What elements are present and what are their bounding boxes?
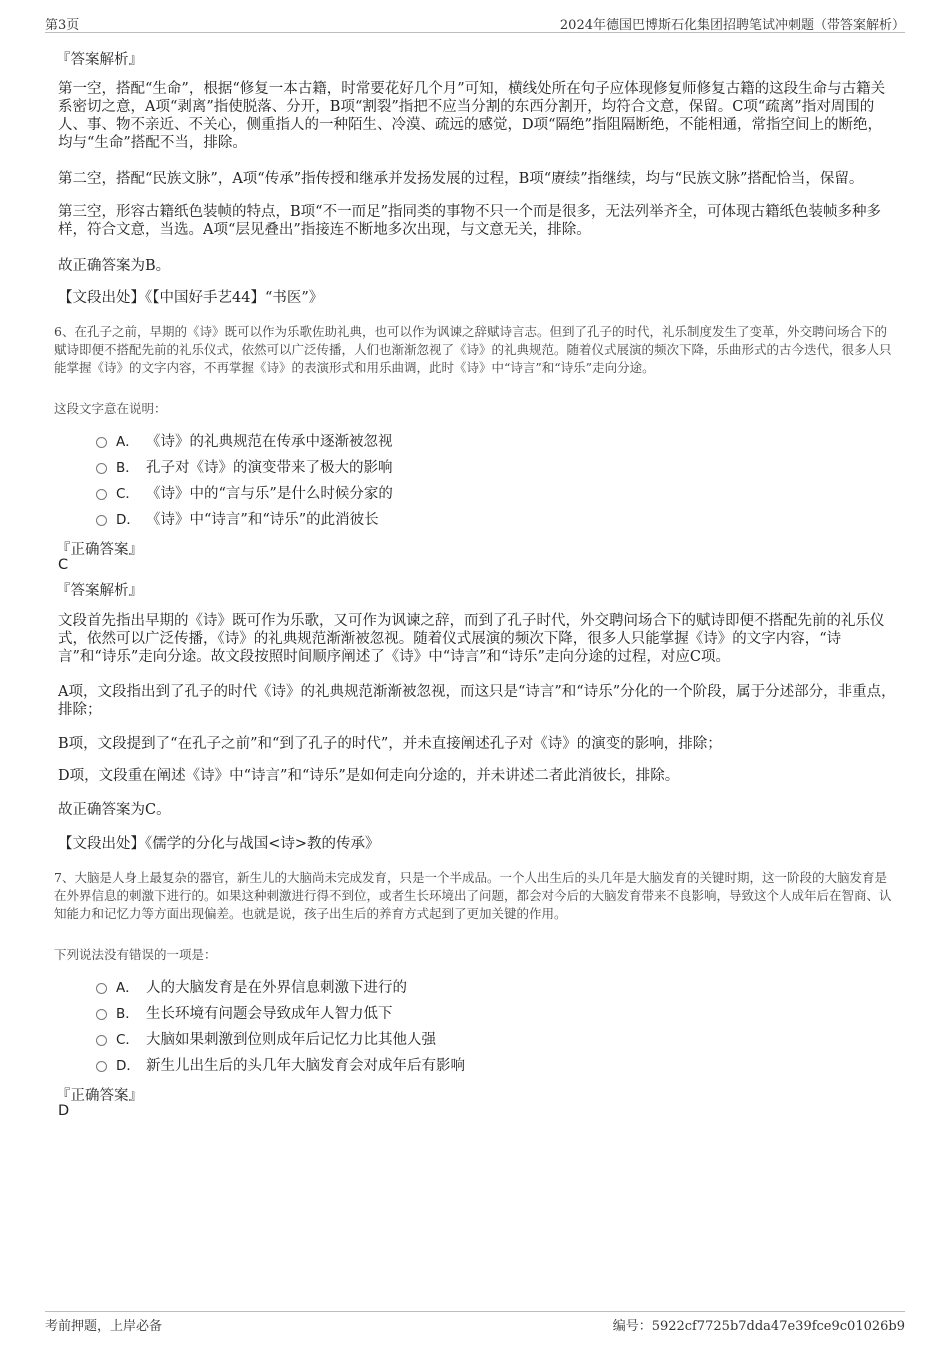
option-text: 新生儿出生后的头几年大脑发育会对成年后有影响 xyxy=(146,1058,465,1074)
q7-stem: 7、大脑是人身上最复杂的器官，新生儿的大脑尚未完成发育，只是一个半成品。一个人出生后的头几年是大脑发育的关键时期，这一阶段的大脑发育是在外界信息的刺激下进行的。如果这种刺激进行得不到位，或者生长环境出了问题，都会对今后的大脑发育带来不良影响，导致这个人成年后在智商、认知能力和记忆力等方面出现偏差。也就是说，孩子出生后的养育方式起到了更加关键的作用。 xyxy=(54,870,892,921)
q7-answer-label: 『正确答案』 xyxy=(56,1088,143,1104)
option-text: 人的大脑发育是在外界信息刺激下进行的 xyxy=(146,980,407,996)
footer-slogan: 考前押题，上岸必备 xyxy=(45,1319,163,1334)
radio-icon[interactable] xyxy=(96,1035,107,1046)
q6-source: 【文段出处】《儒学的分化与战国<诗>教的传承》 xyxy=(58,836,380,852)
radio-icon[interactable] xyxy=(96,515,107,526)
option-text: 孔子对《诗》的演变带来了极大的影响 xyxy=(146,460,393,476)
option-letter: B． xyxy=(116,460,139,476)
option-text: 《诗》中“诗言”和“诗乐”的此消彼长 xyxy=(146,512,379,528)
q6-analysis-para1: 文段首先指出早期的《诗》既可作为乐歌，又可作为讽谏之辞，而到了孔子时代，外交聘问场合下的赋诗即便不搭配先前的礼乐仪式，依然可以广泛传播，《诗》的礼典规范渐渐被忽视。随着仪式展演的频次下降，很多人只能掌握《诗》的文字内容，“诗言”和“诗乐”走向分途。故文段按照时间顺序阐述了《诗》中“诗言”和“诗乐”走向分途的过程，对应C项。 xyxy=(58,613,885,665)
option-letter: C． xyxy=(116,1032,139,1048)
q6-analysis-para4: D项，文段重在阐述《诗》中“诗言”和“诗乐”是如何走向分途的，并未讲述二者此消彼长，排除。 xyxy=(58,768,680,784)
q6-answer-label: 『正确答案』 xyxy=(56,542,143,558)
option-letter: A． xyxy=(116,980,139,996)
q6-prompt: 这段文字意在说明： xyxy=(54,401,167,416)
page-header xyxy=(45,12,905,33)
radio-icon[interactable] xyxy=(96,489,107,500)
q7-option-d[interactable] xyxy=(96,1056,465,1076)
option-text: 大脑如果刺激到位则成年后记忆力比其他人强 xyxy=(146,1032,436,1048)
option-letter: C． xyxy=(116,486,139,502)
page-footer xyxy=(45,1311,905,1335)
q7-option-c[interactable] xyxy=(96,1030,436,1050)
radio-icon[interactable] xyxy=(96,1009,107,1020)
q5-analysis-para2: 第二空，搭配“民族文脉”，A项“传承”指传授和继承并发扬发展的过程，B项“赓续”指继续，均与“民族文脉”搭配恰当，保留。 xyxy=(58,171,864,187)
option-text: 《诗》的礼典规范在传承中逐渐被忽视 xyxy=(146,434,393,450)
q6-option-b[interactable] xyxy=(96,458,393,478)
q5-analysis-label: 『答案解析』 xyxy=(56,52,143,68)
q6-option-d[interactable] xyxy=(96,510,379,530)
q6-option-c[interactable] xyxy=(96,484,393,504)
q7-option-a[interactable] xyxy=(96,978,407,998)
q7-answer: D xyxy=(58,1103,70,1119)
q6-analysis-label: 『答案解析』 xyxy=(56,583,143,599)
q6-answer: C xyxy=(58,557,69,573)
q5-conclusion: 故正确答案为B。 xyxy=(58,258,171,274)
q7-option-b[interactable] xyxy=(96,1004,393,1024)
q7-prompt: 下列说法没有错误的一项是： xyxy=(54,947,217,962)
radio-icon[interactable] xyxy=(96,437,107,448)
document-title: 2024年德国巴博斯石化集团招聘笔试冲刺题（带答案解析） xyxy=(559,18,905,33)
q6-stem: 6、在孔子之前，早期的《诗》既可以作为乐歌佐助礼典，也可以作为讽谏之辞赋诗言志。但到了孔子的时代，礼乐制度发生了变革，外交聘问场合下的赋诗即便不搭配先前的礼乐仪式，依然可以广泛传播，人们也渐渐忽视了《诗》的礼典规范。随着仪式展演的频次下降，乐曲形式的古今迭代，很多人只能掌握《诗》的文字内容，不再掌握《诗》的表演形式和用乐曲调，此时《诗》中“诗言”和“诗乐”走向分途。 xyxy=(54,324,892,375)
radio-icon[interactable] xyxy=(96,463,107,474)
footer-doc-code: 编号：5922cf7725b7dda47e39fce9c01026b9 xyxy=(612,1319,905,1334)
q6-option-a[interactable] xyxy=(96,432,393,452)
option-text: 生长环境有问题会导致成年人智力低下 xyxy=(146,1006,393,1022)
q6-conclusion: 故正确答案为C。 xyxy=(58,802,171,818)
q6-analysis-para2: A项，文段指出到了孔子的时代《诗》的礼典规范渐渐被忽视，而这只是“诗言”和“诗乐”分化的一个阶段，属于分述部分，非重点，排除； xyxy=(58,684,896,718)
page-number: 第3页 xyxy=(45,18,80,33)
q5-analysis-para1: 第一空，搭配“生命”，根据“修复一本古籍，时常要花好几个月”可知，横线处所在句子应体现修复师修复古籍的这段生命与古籍关系密切之意，A项“剥离”指使脱落、分开，B项“割裂”指把不应当分割的东西分割开，均符合文意，保留。C项“疏离”指对周围的人、事、物不亲近、不关心，侧重指人的一种陌生、冷漠、疏远的感觉，D项“隔绝”指阻隔断绝，不能相通，常指空间上的断绝，均与“生命”搭配不当，排除。 xyxy=(58,81,886,151)
option-letter: B． xyxy=(116,1006,139,1022)
q6-analysis-para3: B项，文段提到了“在孔子之前”和“到了孔子的时代”，并未直接阐述孔子对《诗》的演变的影响，排除； xyxy=(58,736,722,752)
option-letter: D． xyxy=(116,512,140,528)
radio-icon[interactable] xyxy=(96,983,107,994)
option-letter: D． xyxy=(116,1058,140,1074)
option-letter: A． xyxy=(116,434,139,450)
radio-icon[interactable] xyxy=(96,1061,107,1072)
option-text: 《诗》中的“言与乐”是什么时候分家的 xyxy=(146,486,393,502)
q5-analysis-para3: 第三空，形容古籍纸色装帧的特点，B项“不一而足”指同类的事物不只一个而是很多，无法列举齐全，可体现古籍纸色装帧多种多样，符合文意，当选。A项“层见叠出”指接连不断地多次出现，与文意无关，排除。 xyxy=(58,204,881,238)
q5-source: 【文段出处】《【中国好手艺44】“书医”》 xyxy=(58,290,324,306)
